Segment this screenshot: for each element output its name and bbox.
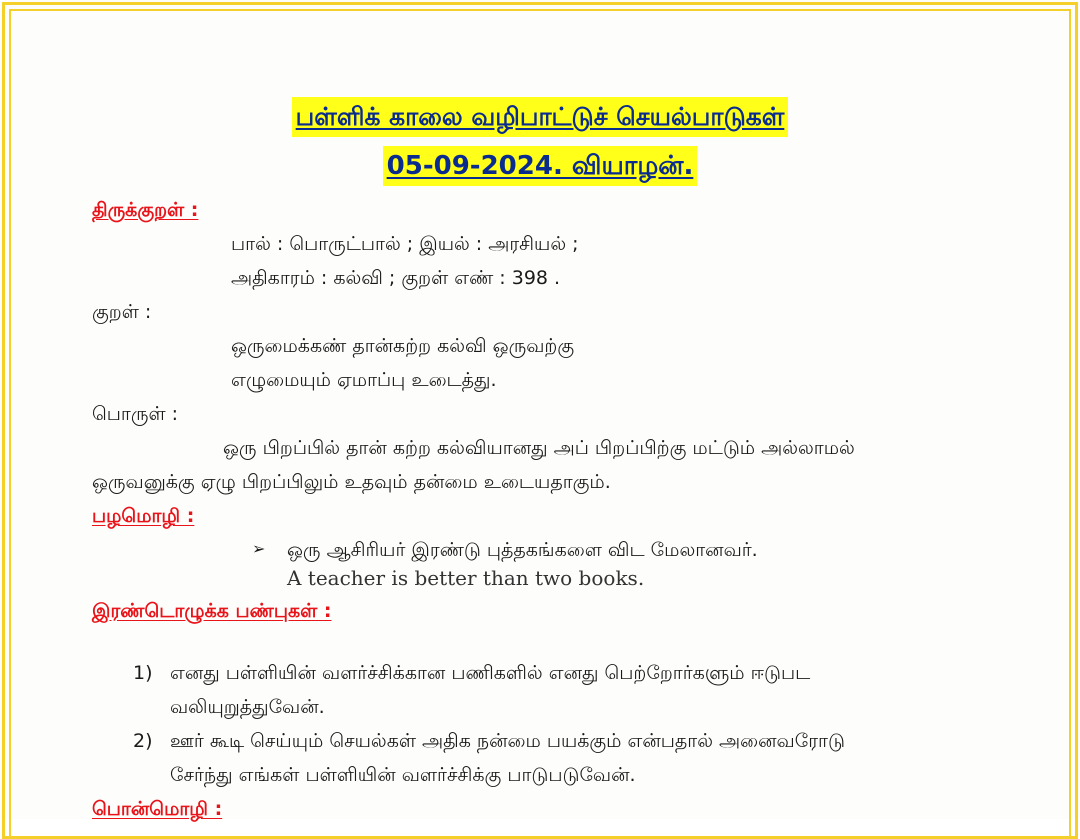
kural-line-1: ஒருமைக்கண் தான்கற்ற கல்வி ஒருவற்கு xyxy=(231,335,575,357)
value-item-number: 2) xyxy=(133,730,153,752)
value-item-line: சேர்ந்து எங்கள் பள்ளியின் வளர்ச்சிக்கு பாடுபடுவேன். xyxy=(170,764,636,786)
porul-line-2: ஒருவனுக்கு ஏழு பிறப்பிலும் உதவும் தன்மை உடையதாகும். xyxy=(92,471,611,493)
value-item-number: 1) xyxy=(133,662,153,684)
adhikaram-line: அதிகாரம் : கல்வி ; குறள் எண் : 398 . xyxy=(231,267,561,289)
thirukkural-heading: திருக்குறள் : xyxy=(92,199,199,221)
porul-label: பொருள் : xyxy=(92,403,179,425)
title-row-1 xyxy=(0,97,1080,137)
value-item-line: எனது பள்ளியின் வளர்ச்சிக்கான பணிகளில் எனது பெற்றோர்களும் ஈடுபட xyxy=(170,662,811,684)
title-row-2 xyxy=(0,146,1080,186)
value-item-line: ஊர் கூடி செய்யும் செயல்கள் அதிக நன்மை பயக்கும் என்பதால் அனைவரோடு xyxy=(170,730,845,752)
kural-line-2: எழுமையும் ஏமாப்பு உடைத்து. xyxy=(231,369,497,391)
kural-label: குறள் : xyxy=(92,301,152,323)
proverb-english: A teacher is better than two books. xyxy=(287,566,645,590)
values-heading: இரண்டொழுக்க பண்புகள் : xyxy=(92,600,332,622)
ponmozhi-heading: பொன்மொழி : xyxy=(92,798,223,820)
value-item-line: வலியுறுத்துவேன். xyxy=(170,696,325,718)
document-title: பள்ளிக் காலை வழிபாட்டுச் செயல்பாடுகள் xyxy=(292,97,789,137)
proverb-heading: பழமொழி : xyxy=(92,505,195,527)
proverb-tamil: ஒரு ஆசிரியர் இரண்டு புத்தகங்களை விட மேலானவர். xyxy=(287,539,758,561)
paal-line: பால் : பொருட்பால் ; இயல் : அரசியல் ; xyxy=(231,233,579,255)
document-date: 05-09-2024. வியாழன். xyxy=(383,146,698,186)
porul-line-1: ஒரு பிறப்பில் தான் கற்ற கல்வியானது அப் பிறப்பிற்கு மட்டும் அல்லாமல் xyxy=(223,437,855,459)
arrow-bullet-icon: ➢ xyxy=(252,539,266,558)
